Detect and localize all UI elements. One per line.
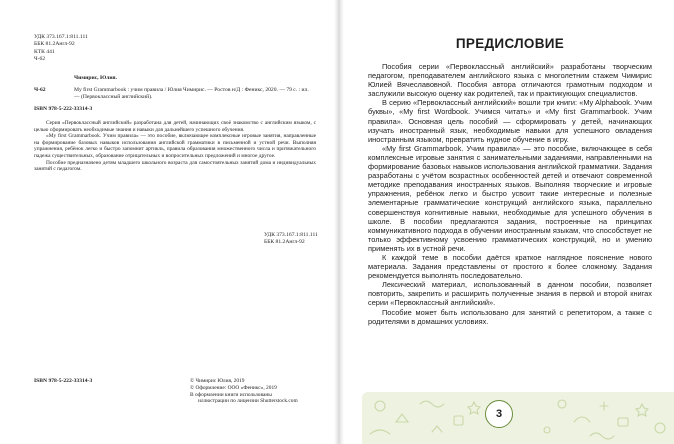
preface-paragraph: К каждой теме в пособии даётся краткое наглядное пояснение нового материала. Задания представлены от простого к более сложному. Задания рекомендуется выполнять последовательно. [368, 252, 652, 281]
preface-paragraph: Пособие может быть использовано для занятий с репетитором, а также с родителями в домашних условиях. [368, 307, 652, 326]
preface-paragraph: В серию «Первоклассный английский» вошли три книги: «My Alphabook. Учим буквы», «My first Wordbook. Учимся читать» и «My first Grammarbook. Учим правила». Основная цель пособий — сформировать у детей, начинающих изучать иностранный язык, необходимые навыки для успешного овладения иностранным языком, превратить нудное обучение в игру. [368, 98, 652, 144]
bibliographic-description: My first Grammarbook : учим правила / Юлия Чимирис. — Ростов н/Д : Феникс, 2020. — 79 с. : ил. — (Первоклассный английский). [74, 87, 309, 101]
book-gutter [334, 0, 344, 444]
bbk-line: ББК 81.2Англ-92 [34, 41, 75, 48]
annotation-paragraph: Пособие предназначено детям младшего школьного возраста для самостоятельных занятий дома и индивидуальных занятий с педагогом. [34, 159, 316, 173]
isbn: ISBN 978-5-222-33314-3 [34, 106, 93, 112]
udc-block-secondary [264, 232, 318, 246]
copyright-author: © Чимирис Юлия, 2019 [190, 378, 245, 384]
preface-paragraph: Лексический материал, использованный в данном пособии, позволяет повторить, закрепить и расширить полученные знания в первой и второй книгах серии «Первоклассный английский». [368, 280, 652, 308]
annotation [34, 120, 316, 173]
preface-paragraph: Пособия серии «Первоклассный английский» разработаны творческим педагогом, преподавателем английского языка с многолетним стажем Чимирис Юлией Вячеславовной. Пособия автора отличаются грамотным подходом и заслужили высокую оценку как родителей, так и практикующих специалистов. [368, 62, 652, 99]
annotation-paragraph: «My first Grammarbook. Учим правила» — это пособие, включающее комплексные игровые занятия, направленные на формирование базовых навыков использования английской грамматики в письменной и устной речи. Выполняя упражнения, ребёнок легко и быстро запомнит артикль, правила образования множественного числа и притяжательного падежа существительных, образование отрицательных и вопросительных предложений и многое другое. [34, 133, 316, 159]
decorative-footer-band [362, 392, 674, 444]
preface-paragraph: «My first Grammarbook. Учим правила» — это пособие, включающее в себя комплексные игровые занятия с занимательными заданиями, направленными на формирование базовых навыков использования английской грамматики. Задания разработаны с учётом возрастных особенностей детей и отвечают современной методике преподавания иностранных языков. Выполняя творческие и игровые упражнения, ребёнок легко и быстро усвоит такие интересные и полезные элементарные грамматические конструкций английского языка, параллельно совершенствуя когнитивные навыки, необходимые для успешного обучения в школе. В пособии предлагаются задания, построенные на принципах коммуникативного подхода в обучении иностранным языкам, что способствует не только эффективному усвоению грамматических конструкций, но и умению применять их в устной речи. [368, 143, 652, 253]
author-heading: Чимирис, Юлия. [74, 75, 117, 81]
doodle-pattern [362, 392, 674, 444]
copyright-page [0, 0, 334, 444]
copyright-images: В оформлении книги использованы [190, 391, 272, 398]
author-mark: Ч-62 [34, 87, 46, 93]
udc-block [34, 34, 88, 64]
udc-line: УДК 373.167.1:811.111 [34, 34, 88, 40]
page-number: 3 [485, 400, 513, 428]
isbn-bottom: ISBN 978-5-222-33314-3 [34, 378, 93, 384]
preface-page [344, 0, 674, 444]
copyright-design: © Оформление: ООО «Феникс», 2019 [190, 384, 277, 391]
preface-text [368, 62, 652, 326]
bbk-line: ББК 81.2Англ-92 [264, 239, 305, 246]
page-title: ПРЕДИСЛОВИЕ [455, 36, 565, 51]
copyright-block [190, 378, 340, 405]
udc-line: УДК 373.167.1:811.111 [264, 232, 318, 238]
annotation-paragraph: Серия «Первоклассный английский» разработана для детей, начинающих своё знакомство с английским языком, с целью сформировать необходимые знания и навыки для дальнейшего успешного обучения. [34, 120, 316, 133]
copyright-images-license: иллюстрации по лицензии Shutterstock.com [198, 398, 298, 405]
author-mark-line: Ч-62 [34, 56, 46, 63]
ktk-line: КТК 441 [34, 48, 55, 55]
